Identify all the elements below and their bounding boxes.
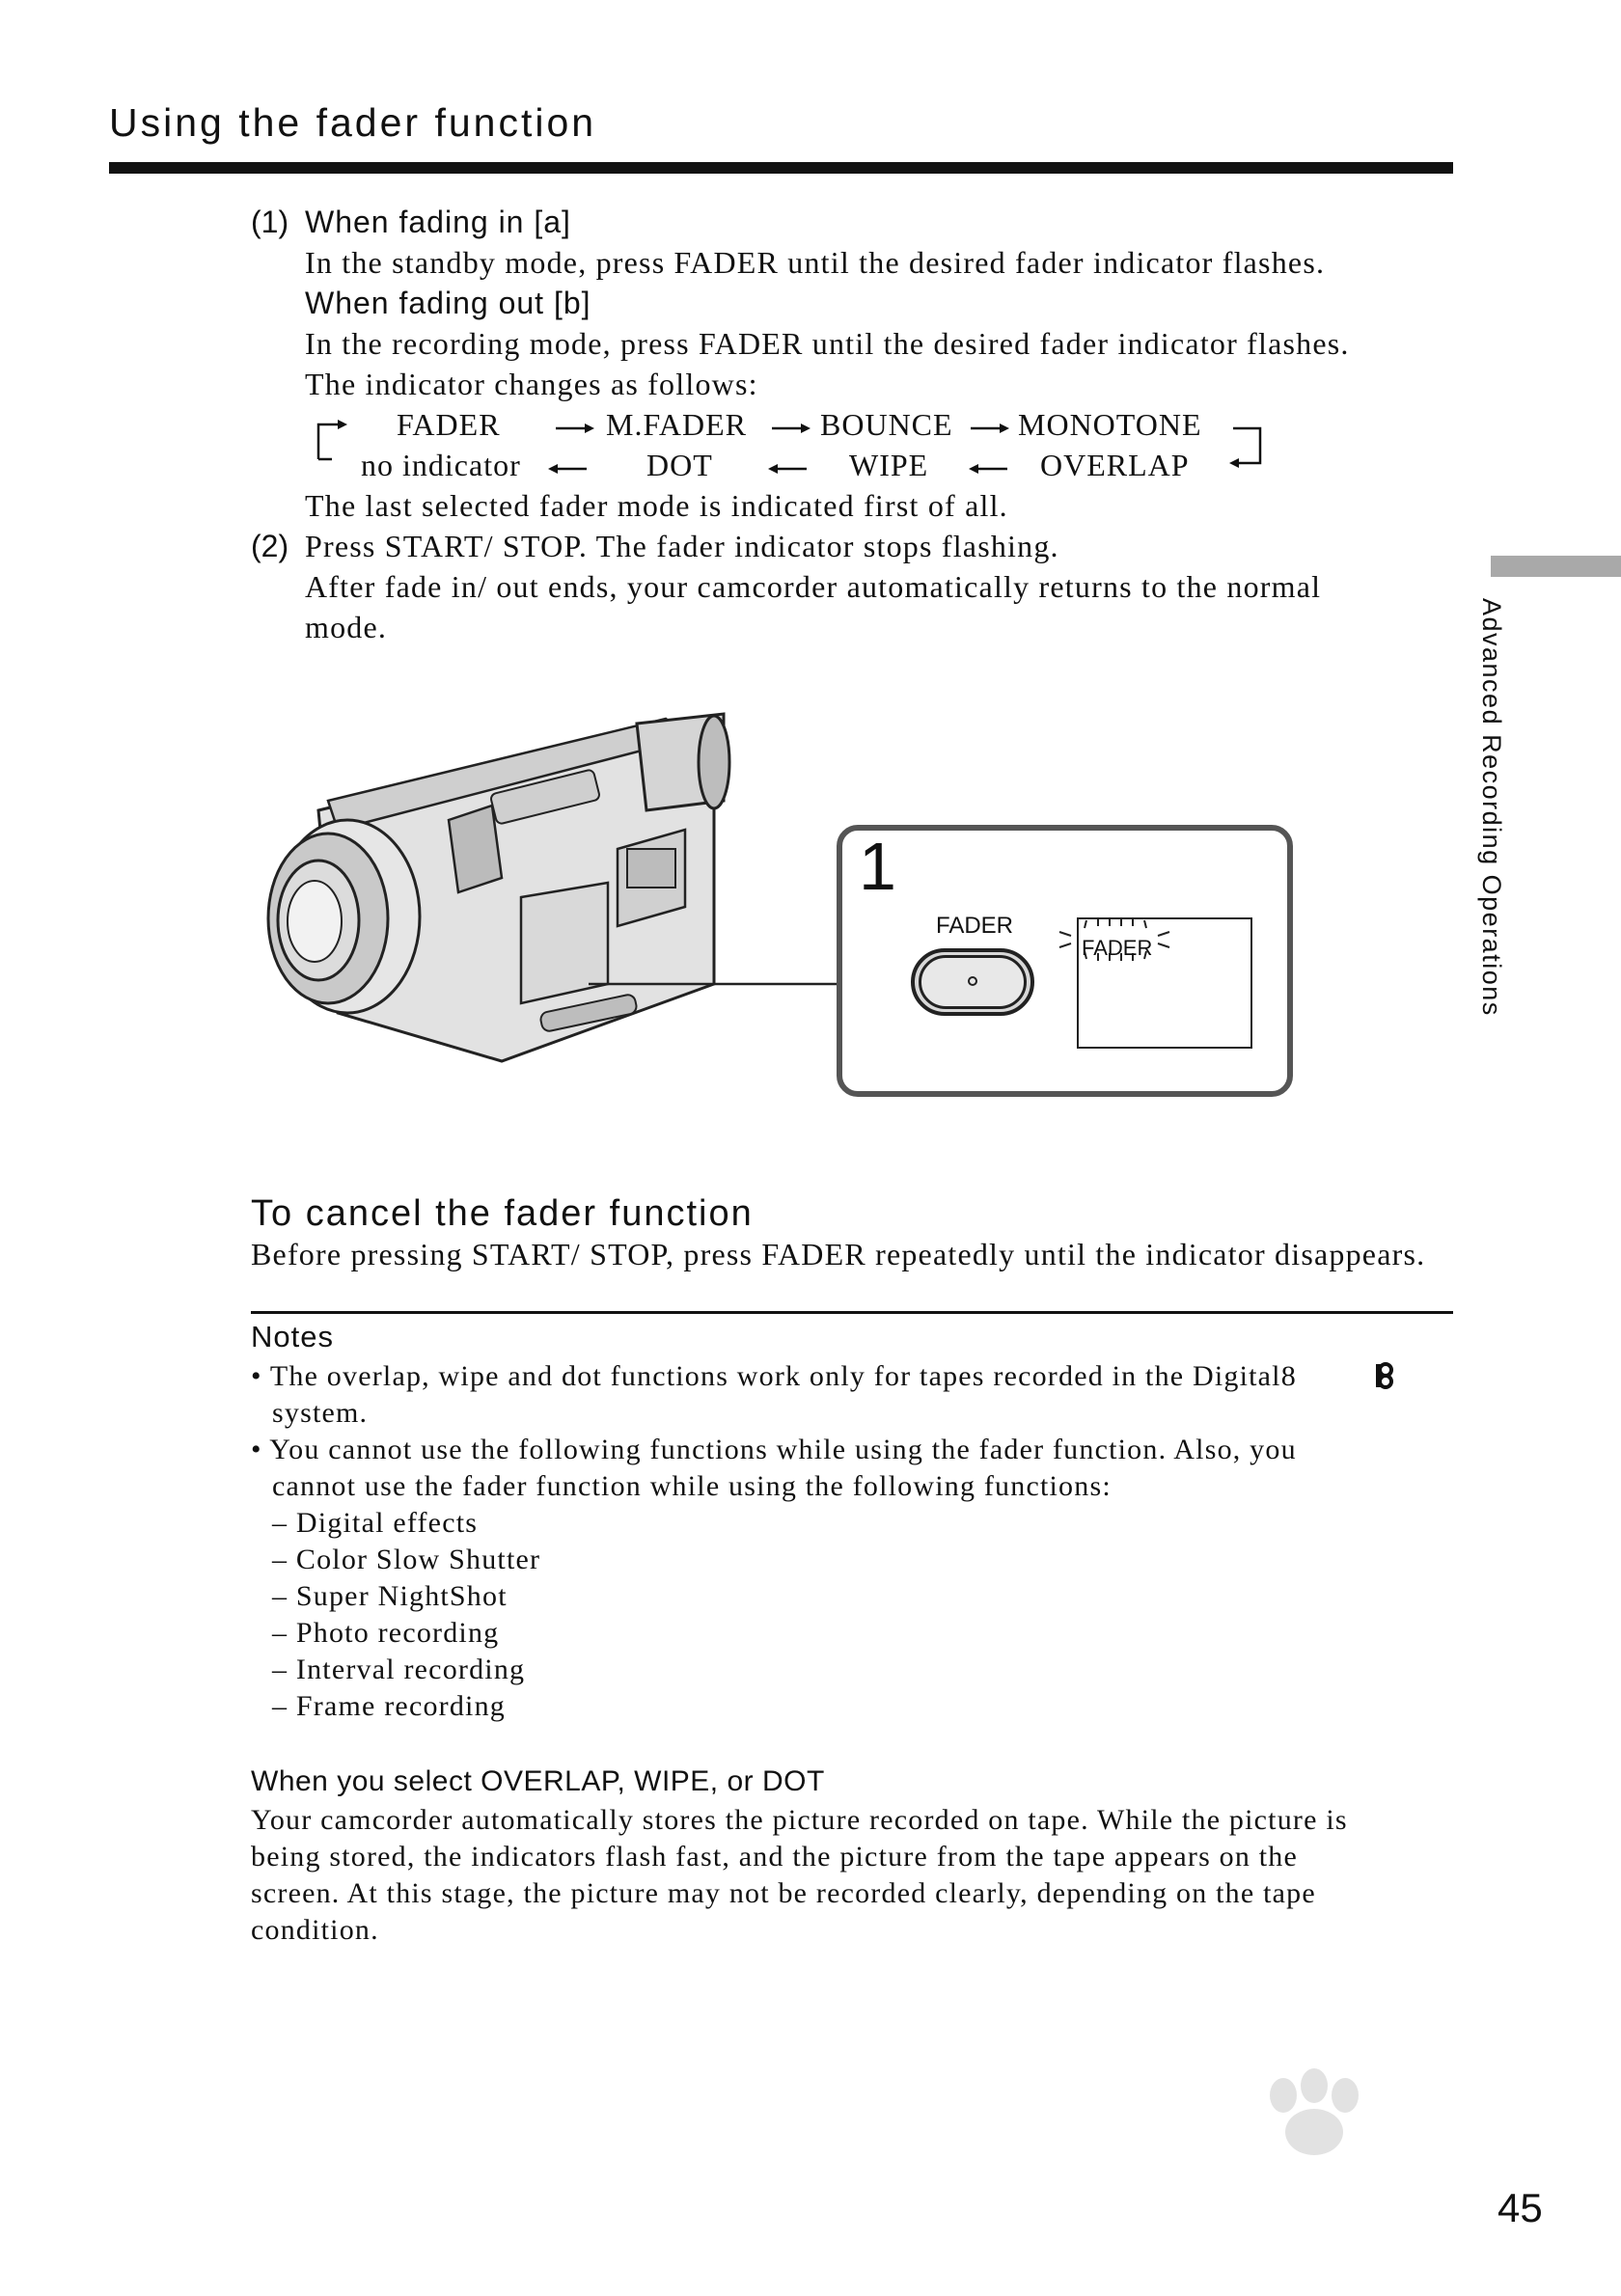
notes-heading: Notes bbox=[251, 1320, 334, 1353]
cancel-body: Before pressing START/ STOP, press FADER repeatedly until the indicator disappears. bbox=[251, 1237, 1426, 1271]
note-dash-item: – Frame recording bbox=[272, 1690, 506, 1722]
watermark-paw-icon bbox=[1148, 2064, 1525, 2228]
flow-overlap: OVERLAP bbox=[1040, 448, 1190, 482]
overlap-line1: Your camcorder automatically stores the picture recorded on tape. While the picture is bbox=[251, 1804, 1348, 1836]
step2-line1: Press START/ STOP. The fader indicator stops flashing. bbox=[305, 529, 1059, 563]
note-1-line2: system. bbox=[272, 1397, 369, 1429]
overlap-line2: being stored, the indicators flash fast, and the picture from the tape appears on the bbox=[251, 1841, 1298, 1872]
last-selected-note: The last selected fader mode is indicated first of all. bbox=[305, 488, 1008, 523]
flow-wipe: WIPE bbox=[849, 448, 929, 482]
note-2-line1: • You cannot use the following functions while using the fader function. Also, you bbox=[251, 1434, 1297, 1465]
cancel-heading: To cancel the fader function bbox=[251, 1193, 754, 1234]
step-number-2: (2) bbox=[251, 529, 289, 563]
note-dash-item: – Super NightShot bbox=[272, 1580, 508, 1612]
changes-intro: The indicator changes as follows: bbox=[305, 367, 758, 401]
viewfinder-fader-indicator: FADER bbox=[1082, 936, 1153, 960]
title-rule bbox=[109, 162, 1453, 174]
overlap-line4: condition. bbox=[251, 1914, 379, 1946]
overlap-heading: When you select OVERLAP, WIPE, or DOT bbox=[251, 1765, 825, 1797]
note-dash-item: – Photo recording bbox=[272, 1617, 500, 1649]
note-1-line1: • The overlap, wipe and dot functions work only for tapes recorded in the Digital8 bbox=[251, 1360, 1297, 1392]
flow-fader: FADER bbox=[397, 407, 501, 442]
fade-in-heading: When fading in [a] bbox=[305, 205, 571, 239]
sidebar-section-label: Advanced Recording Operations bbox=[1477, 598, 1506, 1017]
flow-mfader: M.FADER bbox=[606, 407, 747, 442]
sidebar-tab-bar bbox=[1491, 556, 1621, 577]
flow-monotone: MONOTONE bbox=[1018, 407, 1202, 442]
step2-line3: mode. bbox=[305, 610, 388, 644]
step-number-1: (1) bbox=[251, 205, 289, 239]
note-2-line2: cannot use the fader function while using the following functions: bbox=[272, 1470, 1112, 1502]
page-number: 45 bbox=[1497, 2185, 1543, 2230]
flow-no-indicator: no indicator bbox=[361, 448, 521, 482]
flow-bounce: BOUNCE bbox=[820, 407, 953, 442]
page-title: Using the fader function bbox=[109, 100, 597, 145]
overlap-line3: screen. At this stage, the picture may not be recorded clearly, depending on the tape bbox=[251, 1877, 1316, 1909]
note-dash-item: – Digital effects bbox=[272, 1507, 479, 1539]
digital8-logo-icon bbox=[1374, 1361, 1395, 1390]
fader-button-label: FADER bbox=[936, 913, 1014, 939]
fade-out-heading: When fading out [b] bbox=[305, 286, 591, 320]
fader-button-dot bbox=[968, 976, 977, 986]
note-dash-item: – Color Slow Shutter bbox=[272, 1544, 541, 1575]
flow-dot: DOT bbox=[646, 448, 713, 482]
fade-in-body: In the standby mode, press FADER until the desired fader indicator flashes. bbox=[305, 245, 1326, 280]
note-dash-item: – Interval recording bbox=[272, 1654, 526, 1685]
step2-line2: After fade in/ out ends, your camcorder automatically returns to the normal bbox=[305, 569, 1322, 604]
notes-rule bbox=[251, 1311, 1453, 1314]
fade-out-body: In the recording mode, press FADER until the desired fader indicator flashes. bbox=[305, 326, 1350, 361]
callout-step-number: 1 bbox=[859, 829, 896, 904]
